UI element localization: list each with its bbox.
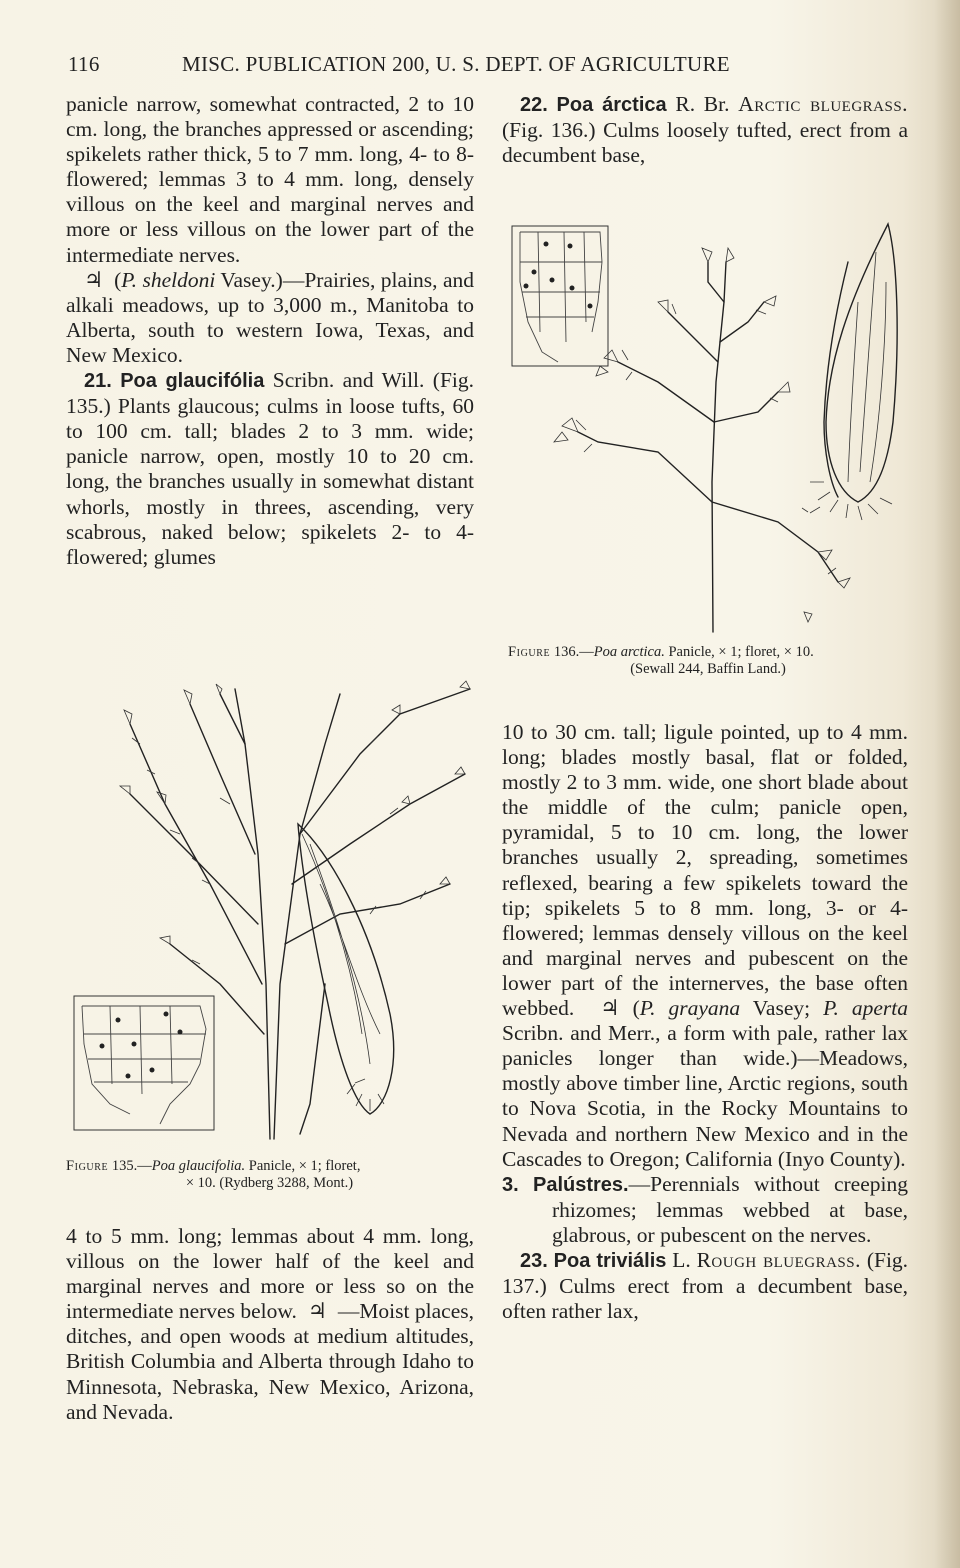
perennial-symbol: ♃ [84,267,104,292]
common-name: Arctic bluegrass. [738,92,909,116]
figure-species: Poa glaucifolia. [151,1158,246,1174]
figure-label: Figure [508,644,551,660]
distribution-map-136 [512,226,608,366]
paragraph-species21: 21. Poa glaucifólia Scribn. and Will. (Fig. 135.) Plants glaucous; culms in loose tufts, 60 to 100 cm. tall; blades 2 to 3 mm. wide; panicle narrow, open, mostly 10 to 20 cm. long, the branches usually in somewhat distant whorls, mostly in threes, ascending, very scabrous, naked below; spikelets 2- to 4-flowered; glumes [66,368,475,569]
paragraph-section3: 3. Palústres.—Perennials without creeping rhizomes; lemmas webbed at base, glabrous, or pubescent on the nerves. [502,1171,908,1247]
common-name: Rough bluegrass. [696,1247,861,1272]
right-column-bottom [502,720,908,1324]
figure-135-caption: Figure 135.—Poa glaucifolia. Panicle, × 1; floret, × 10. (Rydberg 3288, Mont.) [66,1158,361,1191]
species-name: Poa triviális [553,1249,667,1272]
figure-136-illustration [508,222,908,642]
paragraph-species20-end: panicle narrow, somewhat contracted, 2 to 10 cm. long, the branches appressed or ascending; spikelets rather thick, 5 to 7 mm. long, 4- to 8-flowered; lemmas 3 to 4 mm. long, densely villous on the keel and marginal nerves and more or less villous on the lower part of the intermediate nerves. [66,92,474,267]
perennial-symbol: ♃ [307,1299,327,1324]
right-column-top [502,92,908,168]
paragraph-species21-end: 4 to 5 mm. long; lemmas about 4 mm. long, villous on the lower half of the keel and marginal nerves and more or less so on the intermediate nerves below. ♃ —Moist places, ditches, and open woods at medium altitudes, British Columbia and Alberta through Idaho to Minnesota, Nebraska, New Mexico, Arizona, and Nevada. [66,1224,474,1424]
paragraph-species20-habitat: ♃ (P. sheldoni Vasey.)—Prairies, plains, and alkali meadows, up to 3,000 m., Manitoba to Alberta, south to western Iowa, Texas, and New Mexico. [66,267,474,367]
page-number: 116 [68,52,100,76]
page-edge-shadow [934,0,960,1568]
distribution-map-135 [74,996,214,1130]
species-number: 22. [520,94,548,116]
species-name: Poa árctica [556,94,667,116]
species-number: 23. [520,1249,548,1272]
paragraph-species23: 23. Poa triviális L. Rough bluegrass. (Fig. 137.) Culms erect from a decumbent base, often rather lax, [502,1247,909,1324]
figure-label: Figure [66,1158,109,1174]
figure-136-caption: Figure 136.—Poa arctica. Panicle, × 1; floret, × 10. (Sewall 244, Baffin Land.) [508,644,814,677]
synonym: P. aperta [823,996,909,1021]
figure-135-illustration [70,684,470,1144]
perennial-symbol: ♃ [600,996,620,1021]
figure-species: Poa arctica. [593,644,665,660]
species-name: Poa glaucifólia [120,370,265,393]
section-name: Palústres. [533,1173,629,1196]
synonym: P. grayana [639,996,741,1021]
species-number: 21. [84,370,112,393]
paragraph-species22: 22. Poa árctica R. Br. Arctic bluegrass. (Fig. 136.) Culms loosely tufted, erect from a decumbent base, [502,92,909,168]
paragraph-species22-cont: 10 to 30 cm. tall; ligule pointed, up to 4 mm. long; blades mostly basal, flat or folded, mostly 2 to 3 mm. wide, one short blade about the middle of the culm; panicle open, pyramidal, 5 to 10 cm. long, the lower branches usually 2, spreading, sometimes reflexed, bearing a few spikelets toward the tip; spikelets 5 to 8 mm. long, 3- or 4-flowered; lemmas densely villous on the keel and marginal nerves and pubescent on the lower part of the internerves, the base often webbed. ♃ (P. grayana Vasey; P. aperta Scribn. and Merr., a form with pale, rather lax panicles longer than wide.)—Meadows, mostly above timber line, Arctic regions, south to Nova Scotia, in the Rocky Mountains to Nevada and northern New Mexico and in the Cascades to Oregon; California (Inyo County). [502,720,909,1171]
floret-drawing [802,224,897,520]
left-column-bottom [66,1224,474,1425]
section-number: 3. [502,1173,519,1196]
publication-title: MISC. PUBLICATION 200, U. S. DEPT. OF AGRICULTURE [182,52,730,76]
synonym: P. sheldoni [121,267,216,292]
left-column-top [66,92,474,570]
